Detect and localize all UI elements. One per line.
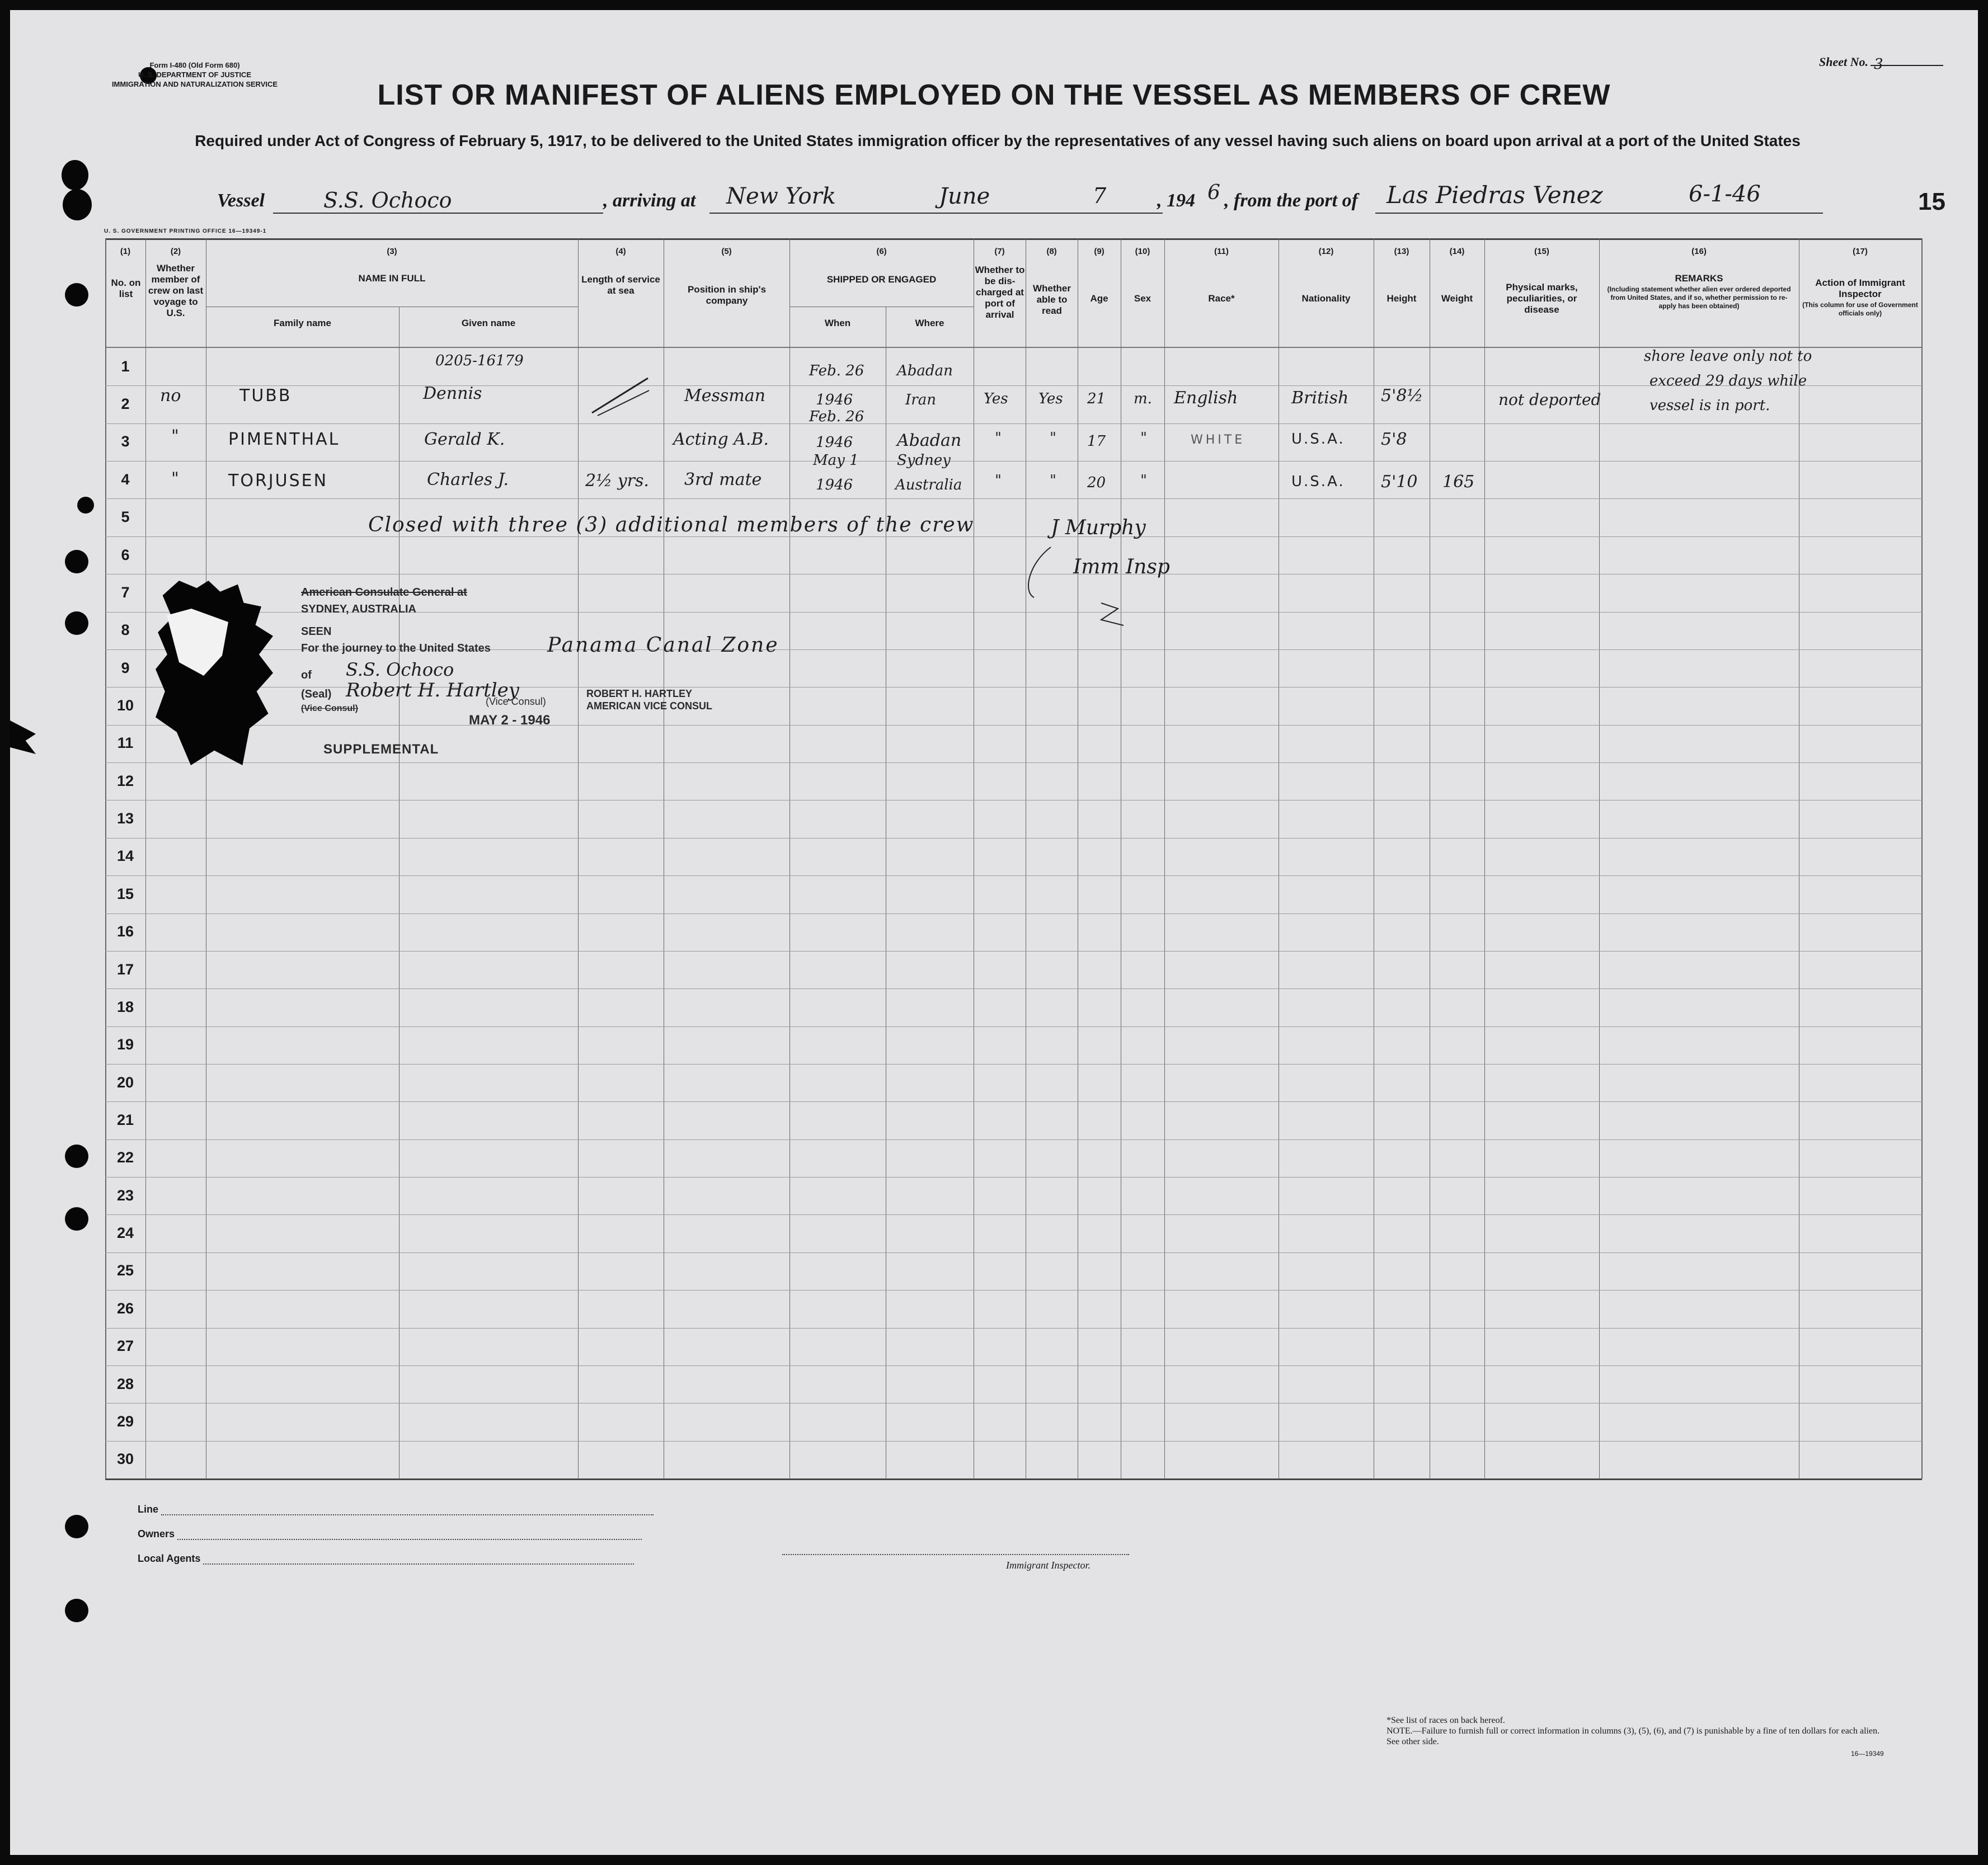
row2-when-date: Feb. 26 bbox=[809, 408, 864, 425]
file-number: 0205-16179 bbox=[435, 352, 524, 369]
row3-family-name: TORJUSEN bbox=[228, 471, 328, 491]
row3-where-country: Australia bbox=[895, 477, 962, 493]
row3-where: Sydney bbox=[897, 452, 951, 469]
header-action-note: (This column for use of Government officials only) bbox=[1802, 301, 1918, 317]
header-sex: Sex bbox=[1134, 293, 1152, 304]
inspector-signature-line bbox=[782, 1554, 1129, 1555]
arrival-year-digit: 6 bbox=[1207, 181, 1220, 204]
header-where: Where bbox=[915, 318, 944, 328]
row-number: 19 bbox=[116, 1036, 134, 1053]
punch-hole bbox=[65, 1599, 88, 1622]
punch-hole bbox=[65, 283, 88, 307]
stamp-officer-name: ROBERT H. HARTLEY bbox=[586, 688, 692, 699]
inspector-title-signature: Imm Insp bbox=[1073, 555, 1170, 578]
row-line bbox=[105, 1441, 1922, 1442]
column-number: (2) bbox=[170, 247, 181, 256]
row1-height: 5'8½ bbox=[1381, 386, 1423, 406]
row-number: 21 bbox=[116, 1112, 134, 1128]
stamp-date: MAY 2 - 1946 bbox=[469, 713, 551, 728]
row1-physical: not deported bbox=[1498, 390, 1601, 409]
row1-where-country: Iran bbox=[905, 392, 936, 408]
document-subtitle: Required under Act of Congress of February 5, 1917, to be delivered to the United States immigration officer by the representatives of any vessel having such aliens on board upon arrival at a port of the United States bbox=[195, 132, 1801, 149]
arrival-port: New York bbox=[726, 183, 836, 209]
row-number: 17 bbox=[116, 961, 134, 978]
row1-member: no bbox=[160, 386, 181, 406]
header-nationality: Nationality bbox=[1301, 293, 1351, 304]
row1-nationality: British bbox=[1291, 388, 1349, 408]
row-line bbox=[105, 423, 1922, 424]
stamp-vessel: S.S. Ochoco bbox=[346, 659, 454, 680]
row1-when-year: 1946 bbox=[816, 392, 853, 408]
row2-given-name: Gerald K. bbox=[424, 430, 505, 449]
column-number: (13) bbox=[1394, 247, 1409, 256]
header-race: Race* bbox=[1208, 293, 1235, 304]
row-line bbox=[105, 1177, 1922, 1178]
stamp-vice-consul-struck: (Vice Consul) bbox=[301, 704, 358, 713]
stamp-journey-line: For the journey to the United States bbox=[301, 642, 491, 654]
row1-family-name: TUBB bbox=[239, 386, 292, 406]
header-remarks-note: (Including statement whether alien ever ordered deported from United States, and if so, whether permission to re-apply has been obtained) bbox=[1607, 285, 1791, 310]
footer-line-label: Line bbox=[138, 1504, 654, 1515]
row2-family-name: PIMENTHAL bbox=[228, 430, 340, 449]
row3-position: 3rd mate bbox=[684, 470, 762, 489]
header-when: When bbox=[824, 318, 851, 328]
column-number: (7) bbox=[994, 247, 1005, 256]
row-number: 24 bbox=[116, 1225, 134, 1241]
row1-race: English bbox=[1174, 388, 1238, 408]
departure-date: 6-1-46 bbox=[1689, 181, 1761, 207]
row1-given-name: Dennis bbox=[423, 384, 482, 403]
punch-hole bbox=[65, 550, 88, 573]
footer-form-code: 16—19349 bbox=[1851, 1750, 1884, 1758]
consular-seal bbox=[156, 581, 273, 765]
row2-nationality: U.S.A. bbox=[1291, 431, 1345, 448]
row1-remarks-line3: vessel is in port. bbox=[1649, 397, 1770, 414]
column-number: (4) bbox=[615, 247, 626, 256]
row-number: 11 bbox=[117, 734, 134, 751]
row1-age: 21 bbox=[1087, 390, 1106, 407]
departure-port: Las Piedras Venez bbox=[1387, 181, 1603, 209]
row-number: 9 bbox=[121, 660, 130, 676]
row-line bbox=[105, 1365, 1922, 1366]
row2-where: Abadan bbox=[897, 431, 962, 450]
punch-hole bbox=[62, 160, 88, 190]
row-number: 27 bbox=[116, 1337, 134, 1354]
inspector-signature: J Murphy bbox=[1051, 516, 1146, 539]
column-number: (14) bbox=[1449, 247, 1465, 256]
header-height: Height bbox=[1387, 293, 1417, 304]
header-weight: Weight bbox=[1441, 293, 1473, 304]
from-port-label: , from the port of bbox=[1224, 190, 1358, 211]
punch-hole bbox=[65, 611, 88, 635]
row-number: 16 bbox=[116, 923, 134, 940]
row-number: 30 bbox=[116, 1450, 134, 1467]
row-number: 26 bbox=[116, 1300, 134, 1317]
row-line bbox=[105, 1403, 1922, 1404]
header-name-in-full: NAME IN FULL bbox=[358, 273, 426, 284]
stamp-officer-title: AMERICAN VICE CONSUL bbox=[586, 700, 713, 712]
row1-where: Abadan bbox=[897, 362, 953, 379]
signature-flourish bbox=[1017, 541, 1152, 642]
row2-discharged: " bbox=[995, 430, 1002, 446]
row3-when-year: 1946 bbox=[816, 477, 853, 493]
stamp-seen: SEEN bbox=[301, 625, 332, 638]
row-number: 4 bbox=[121, 471, 130, 488]
column-number: (8) bbox=[1046, 247, 1057, 256]
row-line bbox=[105, 1252, 1922, 1253]
row-number: 15 bbox=[116, 886, 134, 902]
header-position: Position in ship's company bbox=[687, 284, 767, 306]
stamp-consulate-line: American Consulate General at bbox=[301, 586, 467, 599]
header-physical-marks: Physical marks, peculiarities, or disease bbox=[1506, 282, 1578, 315]
row-number: 3 bbox=[121, 433, 130, 450]
stamp-officer-signature: Robert H. Hartley bbox=[346, 679, 519, 701]
stamp-city-line: SYDNEY, AUSTRALIA bbox=[301, 603, 416, 615]
row-number: 14 bbox=[116, 847, 134, 864]
row3-able-read: " bbox=[1050, 472, 1056, 489]
punch-hole bbox=[77, 497, 94, 514]
row-line bbox=[105, 988, 1922, 989]
row-number: 6 bbox=[121, 547, 130, 563]
row1-able-read: Yes bbox=[1038, 390, 1063, 407]
row-line bbox=[105, 1026, 1922, 1027]
stamp-journey-destination: Panama Canal Zone bbox=[547, 634, 779, 657]
row-line bbox=[105, 1101, 1922, 1102]
column-number: (17) bbox=[1853, 247, 1868, 256]
header-able-read: Whether able to read bbox=[1033, 283, 1071, 316]
document-title: LIST OR MANIFEST OF ALIENS EMPLOYED ON THE VESSEL AS MEMBERS OF CREW bbox=[377, 79, 1611, 111]
header-given-name: Given name bbox=[461, 318, 516, 328]
header-age: Age bbox=[1090, 293, 1108, 304]
year-label: , 194 bbox=[1157, 190, 1195, 211]
row-number: 22 bbox=[116, 1149, 134, 1166]
header-remarks: REMARKS bbox=[1675, 273, 1723, 284]
row-line bbox=[105, 1214, 1922, 1215]
row2-sex: " bbox=[1140, 430, 1147, 446]
row-number: 1 bbox=[121, 358, 130, 375]
column-number: (15) bbox=[1534, 247, 1549, 256]
row2-member: " bbox=[171, 426, 179, 446]
vessel-name: S.S. Ochoco bbox=[323, 188, 452, 213]
row1-sex: m. bbox=[1134, 390, 1152, 407]
footer-notes: *See list of races on back hereof. NOTE.—Failure to furnish full or correct information in columns (3), (5), (6), and (7) is punishable by a fine of ten dollars for each alien. See other side. bbox=[1387, 1716, 1880, 1746]
row3-discharged: " bbox=[995, 472, 1002, 489]
column-number: (6) bbox=[876, 247, 887, 256]
punch-hole bbox=[65, 1145, 88, 1168]
row-number: 20 bbox=[116, 1074, 134, 1091]
row-line bbox=[105, 725, 1922, 726]
header-action-inspector: Action of Immigrant Inspector bbox=[1815, 277, 1905, 299]
arrival-day: 7 bbox=[1093, 183, 1107, 208]
row-line bbox=[105, 875, 1922, 876]
row3-length-service: 2½ yrs. bbox=[585, 471, 649, 491]
row-line bbox=[105, 913, 1922, 914]
column-number: (12) bbox=[1318, 247, 1334, 256]
column-number: (5) bbox=[721, 247, 732, 256]
row3-height: 5'10 bbox=[1381, 472, 1418, 492]
row1-when-date: Feb. 26 bbox=[809, 362, 864, 379]
row3-when-date: May 1 bbox=[813, 452, 859, 469]
form-identifier: Form I-480 (Old Form 680) U. S. DEPARTMENT OF JUSTICE IMMIGRATION AND NATURALIZATION SERVICE bbox=[111, 61, 278, 88]
row-number: 25 bbox=[116, 1262, 134, 1279]
supplemental-stamp: SUPPLEMENTAL bbox=[323, 742, 439, 757]
row1-remarks-line2: exceed 29 days while bbox=[1649, 373, 1807, 389]
row3-given-name: Charles J. bbox=[427, 470, 509, 489]
manifest-document bbox=[10, 10, 1978, 1855]
column-number: (1) bbox=[120, 247, 131, 256]
column-number: (3) bbox=[387, 247, 397, 256]
row-number: 29 bbox=[116, 1413, 134, 1430]
header-family-name: Family name bbox=[274, 318, 331, 328]
row-number: 7 bbox=[121, 584, 130, 601]
row1-position: Messman bbox=[684, 386, 765, 406]
footer-inspector-label: Immigrant Inspector. bbox=[1006, 1560, 1091, 1571]
row1-discharged: Yes bbox=[984, 390, 1008, 407]
row-line bbox=[105, 1290, 1922, 1291]
arriving-label: , arriving at bbox=[603, 190, 696, 211]
row2-age: 17 bbox=[1087, 433, 1106, 450]
column-number: (9) bbox=[1094, 247, 1105, 256]
length-slash-mark bbox=[586, 374, 654, 418]
printing-office-line: U. S. GOVERNMENT PRINTING OFFICE 16—19349-1 bbox=[104, 228, 267, 234]
sheet-number: Sheet No. 3 bbox=[1819, 55, 1943, 69]
header-no-on-list: No. on list bbox=[111, 277, 141, 299]
row-line bbox=[105, 498, 1922, 499]
row-line bbox=[105, 951, 1922, 952]
punch-hole bbox=[63, 189, 92, 220]
row2-race: WHITE bbox=[1191, 433, 1246, 447]
row2-position: Acting A.B. bbox=[673, 430, 769, 449]
row-number: 28 bbox=[116, 1376, 134, 1392]
row-number: 10 bbox=[116, 697, 134, 714]
row-number: 18 bbox=[116, 999, 134, 1015]
row3-weight: 165 bbox=[1442, 472, 1475, 492]
row-line bbox=[105, 762, 1922, 763]
footer-owners-label: Owners bbox=[138, 1528, 642, 1540]
row-number: 13 bbox=[116, 810, 134, 827]
row1-remarks-line1: shore leave only not to bbox=[1644, 348, 1812, 365]
row2-able-read: " bbox=[1050, 430, 1056, 446]
column-number: (16) bbox=[1691, 247, 1707, 256]
row3-nationality: U.S.A. bbox=[1291, 473, 1345, 490]
row2-height: 5'8 bbox=[1381, 430, 1407, 449]
row-line bbox=[105, 1064, 1922, 1065]
row-number: 5 bbox=[121, 508, 130, 525]
row3-member: " bbox=[171, 469, 179, 488]
row2-when-year: 1946 bbox=[816, 434, 853, 451]
row3-sex: " bbox=[1140, 472, 1147, 489]
row-number: 8 bbox=[121, 621, 130, 638]
stamp-seal-label: (Seal) bbox=[301, 688, 332, 700]
row-line bbox=[105, 536, 1922, 537]
column-number: (10) bbox=[1135, 247, 1150, 256]
row-number: 23 bbox=[116, 1187, 134, 1204]
row-line bbox=[105, 838, 1922, 839]
header-member-last-voyage: Whether member of crew on last voyage to U.S. bbox=[148, 263, 204, 318]
page-number: 15 bbox=[1918, 188, 1945, 215]
row-line bbox=[105, 1139, 1922, 1140]
closed-note: Closed with three (3) additional members of the crew bbox=[368, 514, 975, 536]
row-line bbox=[105, 1328, 1922, 1329]
row-number: 2 bbox=[121, 395, 130, 412]
stamp-vice-consul: (Vice Consul) bbox=[486, 696, 546, 707]
row3-age: 20 bbox=[1087, 474, 1106, 491]
edge-mark bbox=[10, 720, 36, 754]
arrival-month: June bbox=[939, 183, 990, 209]
punch-hole bbox=[65, 1207, 88, 1231]
stamp-of-label: of bbox=[301, 669, 312, 681]
row-number: 12 bbox=[116, 773, 134, 789]
punch-hole bbox=[65, 1515, 88, 1538]
header-length-service: Length of service at sea bbox=[581, 274, 660, 296]
vessel-label: Vessel bbox=[217, 190, 265, 211]
header-discharged: Whether to be dis-charged at port of arrival bbox=[975, 265, 1025, 320]
column-number: (11) bbox=[1214, 247, 1229, 256]
footer-agents-label: Local Agents bbox=[138, 1553, 634, 1565]
header-shipped-engaged: SHIPPED OR ENGAGED bbox=[826, 274, 937, 285]
